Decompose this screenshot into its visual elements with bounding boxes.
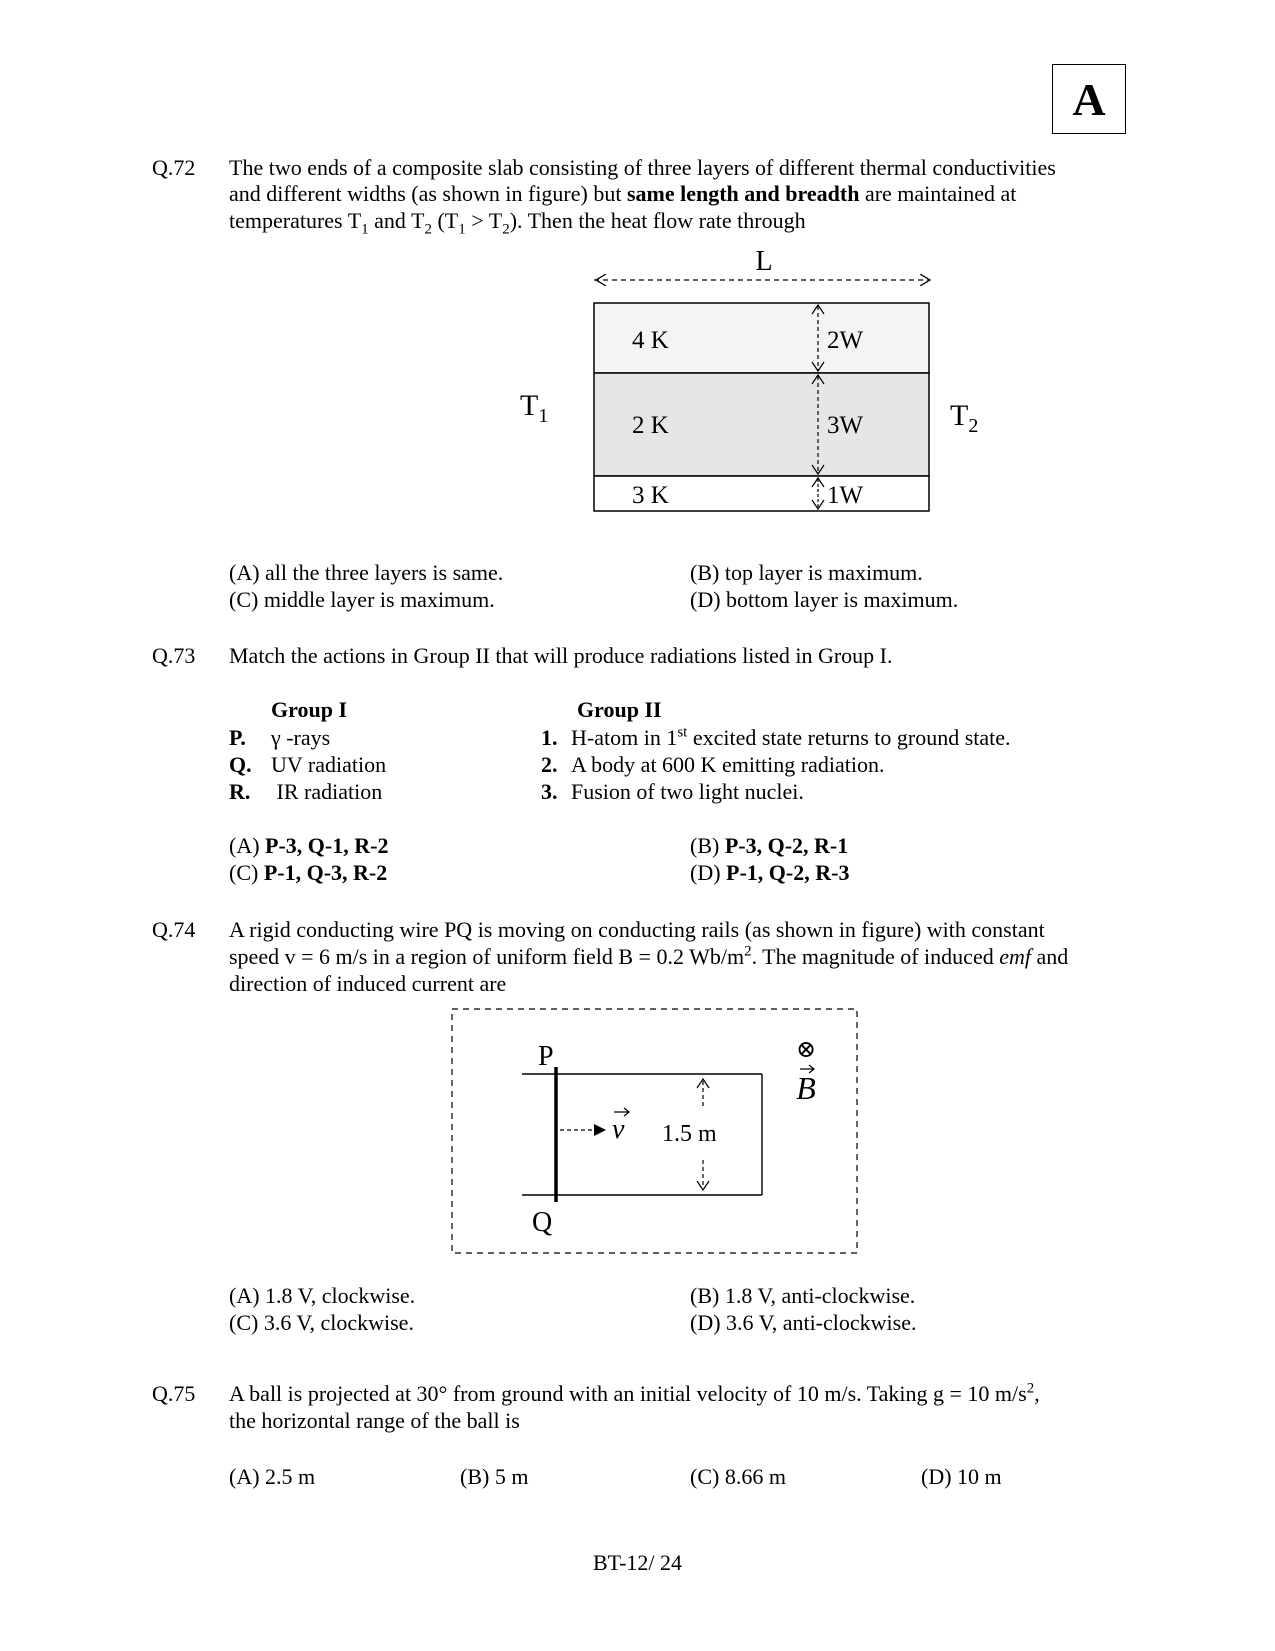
- option-text: P-3, Q-2, R-1: [724, 833, 849, 858]
- option-text: P-1, Q-2, R-3: [726, 860, 850, 885]
- group1-key: R.: [229, 779, 251, 804]
- superscript: 2: [1026, 1380, 1035, 1397]
- q74-text: . The magnitude of induced: [751, 944, 1000, 969]
- q72-option-b[interactable]: (B) top layer is maximum.: [690, 560, 923, 585]
- group2-item: A body at 600 K emitting radiation.: [571, 752, 885, 777]
- q73-option-a[interactable]: [229, 833, 388, 859]
- question-number-75: Q.75: [152, 1381, 196, 1406]
- superscript: st: [677, 724, 688, 741]
- q72-text: (T: [431, 208, 459, 233]
- subscript: 1: [458, 221, 466, 238]
- layer-width-bottom: 1W: [827, 482, 864, 509]
- q72-stem-line3: [229, 208, 806, 238]
- velocity-label: v: [612, 1114, 625, 1145]
- layer-conductivity-middle: 2 K: [632, 412, 669, 439]
- q75-option-c[interactable]: (C) 8.66 m: [690, 1464, 786, 1489]
- group2-text: H-atom in 1: [571, 725, 678, 750]
- temperature-left: [520, 389, 548, 427]
- option-prefix: (B): [690, 833, 725, 858]
- question-number-73: Q.73: [152, 643, 196, 668]
- q75-text: A ball is projected at 30° from ground with an initial velocity of 10 m/s. Taking g = 10 m/s: [229, 1381, 1027, 1406]
- q74-stem-line1: A rigid conducting wire PQ is moving on conducting rails (as shown in figure) with constant: [229, 917, 1045, 942]
- q72-text: are maintained at: [859, 181, 1017, 206]
- group1-item: IR radiation: [271, 779, 383, 804]
- layer-width-middle: 3W: [827, 412, 864, 439]
- q75-option-d[interactable]: (D) 10 m: [921, 1464, 1002, 1489]
- group1-item: γ -rays: [271, 725, 331, 750]
- temp-subscript: 2: [968, 415, 979, 437]
- q72-text: ). Then the heat flow rate through: [509, 208, 806, 233]
- length-label: L: [755, 246, 773, 277]
- q73-option-d[interactable]: [690, 860, 849, 886]
- q74-stem-line3: direction of induced current are: [229, 971, 507, 996]
- q74-italic-text: emf: [999, 944, 1031, 969]
- field-into-page-icon: ⊗: [795, 1037, 817, 1063]
- rails-figure: [448, 1005, 863, 1260]
- group2-text: excited state returns to ground state.: [687, 725, 1011, 750]
- group1-title: Group I: [271, 697, 348, 722]
- q72-text: and T: [368, 208, 425, 233]
- option-prefix: (A): [229, 833, 266, 858]
- q74-text: and: [1030, 944, 1069, 969]
- question-number-72: Q.72: [152, 155, 196, 180]
- group2-title: Group II: [577, 697, 662, 722]
- group2-item: Fusion of two light nuclei.: [571, 779, 804, 804]
- group2-key: 1.: [541, 725, 558, 750]
- temp-letter: T: [950, 399, 969, 432]
- q72-bold-text: same length and breadth: [626, 181, 860, 206]
- group1-item: UV radiation: [271, 752, 387, 777]
- separation-label: 1.5 m: [662, 1121, 717, 1147]
- subscript: 1: [361, 221, 369, 238]
- temperature-right: [950, 399, 978, 437]
- field-label: B: [796, 1070, 816, 1106]
- subscript: 2: [502, 221, 510, 238]
- q74-stem-line2: [229, 944, 1068, 970]
- option-text: P-3, Q-1, R-2: [265, 833, 389, 858]
- group1-key: Q.: [229, 752, 252, 777]
- set-code: A: [1072, 73, 1106, 125]
- q74-text: speed v = 6 m/s in a region of uniform field B = 0.2 Wb/m: [229, 944, 745, 969]
- q75-stem-line1: [229, 1381, 1040, 1407]
- q72-option-a[interactable]: (A) all the three layers is same.: [229, 560, 504, 585]
- q72-text: temperatures T: [229, 208, 362, 233]
- q74-option-d[interactable]: (D) 3.6 V, anti-clockwise.: [690, 1310, 917, 1335]
- set-code-box: [1052, 64, 1126, 134]
- temp-letter: T: [520, 389, 539, 422]
- q72-option-c[interactable]: (C) middle layer is maximum.: [229, 587, 495, 612]
- layer-conductivity-bottom: 3 K: [632, 482, 669, 509]
- wire-end-q: Q: [532, 1207, 553, 1238]
- page-footer: BT-12/ 24: [592, 1550, 683, 1575]
- q72-text: > T: [465, 208, 503, 233]
- layer-conductivity-top: 4 K: [632, 327, 669, 354]
- q73-option-c[interactable]: [229, 860, 387, 886]
- q75-stem-line2: the horizontal range of the ball is: [229, 1408, 520, 1433]
- group2-item: [571, 725, 1011, 751]
- velocity-arrowhead: [594, 1124, 606, 1136]
- group1-key: P.: [229, 725, 246, 750]
- q75-option-a[interactable]: (A) 2.5 m: [229, 1464, 316, 1489]
- subscript: 2: [424, 221, 432, 238]
- composite-slab-figure: [520, 240, 1000, 520]
- option-prefix: (D): [690, 860, 727, 885]
- q74-option-b[interactable]: (B) 1.8 V, anti-clockwise.: [690, 1283, 916, 1308]
- superscript: 2: [744, 943, 752, 960]
- option-prefix: (C): [229, 860, 264, 885]
- q75-text: ,: [1034, 1381, 1040, 1406]
- question-number-74: Q.74: [152, 917, 196, 942]
- option-text: P-1, Q-3, R-2: [263, 860, 388, 885]
- q75-option-b[interactable]: (B) 5 m: [460, 1464, 529, 1489]
- q74-option-c[interactable]: (C) 3.6 V, clockwise.: [229, 1310, 414, 1335]
- group2-key: 3.: [541, 779, 558, 804]
- q72-text: and different widths (as shown in figure) but: [229, 181, 627, 206]
- temp-subscript: 1: [538, 405, 549, 427]
- q72-option-d[interactable]: (D) bottom layer is maximum.: [690, 587, 959, 612]
- group2-key: 2.: [541, 752, 558, 777]
- q74-option-a[interactable]: (A) 1.8 V, clockwise.: [229, 1283, 416, 1308]
- wire-end-p: P: [538, 1041, 554, 1072]
- q72-stem-line2: [229, 181, 1016, 207]
- layer-width-top: 2W: [827, 327, 864, 354]
- q73-option-b[interactable]: [690, 833, 848, 859]
- q72-stem-line1: The two ends of a composite slab consisting of three layers of different thermal conductivities: [229, 155, 1056, 180]
- q73-stem: Match the actions in Group II that will produce radiations listed in Group I.: [229, 643, 893, 668]
